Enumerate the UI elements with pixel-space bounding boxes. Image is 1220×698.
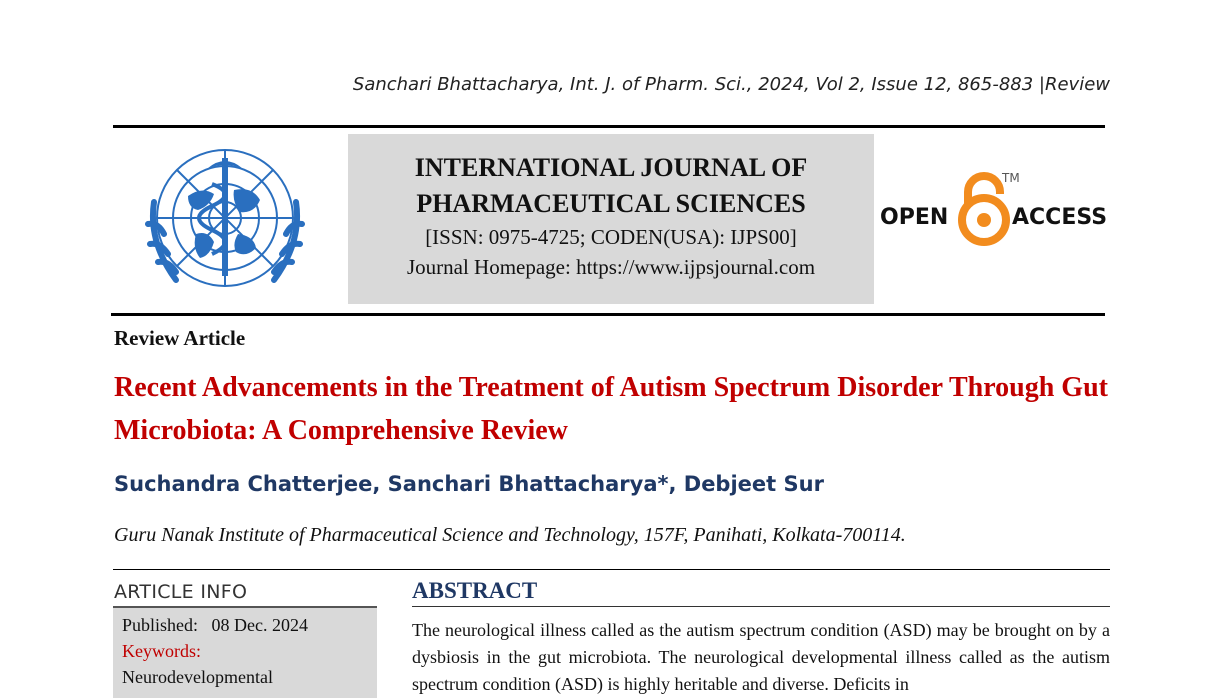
published-date: 08 Dec. 2024 [211, 615, 308, 635]
journal-emblem-logo [126, 138, 324, 306]
keywords-label: Keywords: [122, 641, 201, 661]
open-access-tm: TM [1002, 171, 1020, 185]
article-info-heading: ARTICLE INFO [114, 581, 248, 603]
top-rule [113, 125, 1105, 128]
abstract-heading: ABSTRACT [412, 578, 538, 603]
running-head: Sanchari Bhattacharya, Int. J. of Pharm. Sci., 2024, Vol 2, Issue 12, 865-883 |Review [352, 74, 1110, 95]
open-access-access-text: ACCESS [1012, 205, 1108, 230]
journal-name-line2: PHARMACEUTICAL SCIENCES [416, 189, 806, 218]
affiliation-divider [113, 569, 1110, 570]
journal-homepage[interactable]: Journal Homepage: https://www.ijpsjournal.com [406, 255, 816, 279]
open-access-logo [878, 164, 1110, 256]
banner-bottom-rule [111, 313, 1105, 316]
article-affiliation: Guru Nanak Institute of Pharmaceutical Science and Technology, 157F, Panihati, Kolkata-700114. [114, 524, 906, 546]
published-row [122, 612, 377, 638]
article-type: Review Article [114, 326, 246, 350]
published-label: Published: [122, 615, 199, 635]
keyword-item: Neurodevelopmental [122, 667, 273, 687]
article-title: Recent Advancements in the Treatment of Autism Spectrum Disorder Through Gut Microbiota: A Comprehensive Review [114, 372, 1108, 446]
abstract-text: The neurological illness called as the autism spectrum condition (ASD) may be brought on by a dysbiosis in the gut microbiota. The neurological developmental illness called as the autism spectrum condition (ASD) is highly heritable and diverse. Deficits in [412, 620, 1110, 694]
open-access-open-text: OPEN [880, 205, 949, 230]
article-authors: Suchandra Chatterjee, Sanchari Bhattacharya*, Debjeet Sur [114, 472, 824, 496]
journal-name-line1: INTERNATIONAL JOURNAL OF [414, 153, 808, 182]
article-info-box [113, 608, 377, 698]
abstract-rule [412, 606, 1110, 607]
journal-banner [348, 134, 874, 304]
journal-issn: [ISSN: 0975-4725; CODEN(USA): IJPS00] [425, 225, 797, 249]
